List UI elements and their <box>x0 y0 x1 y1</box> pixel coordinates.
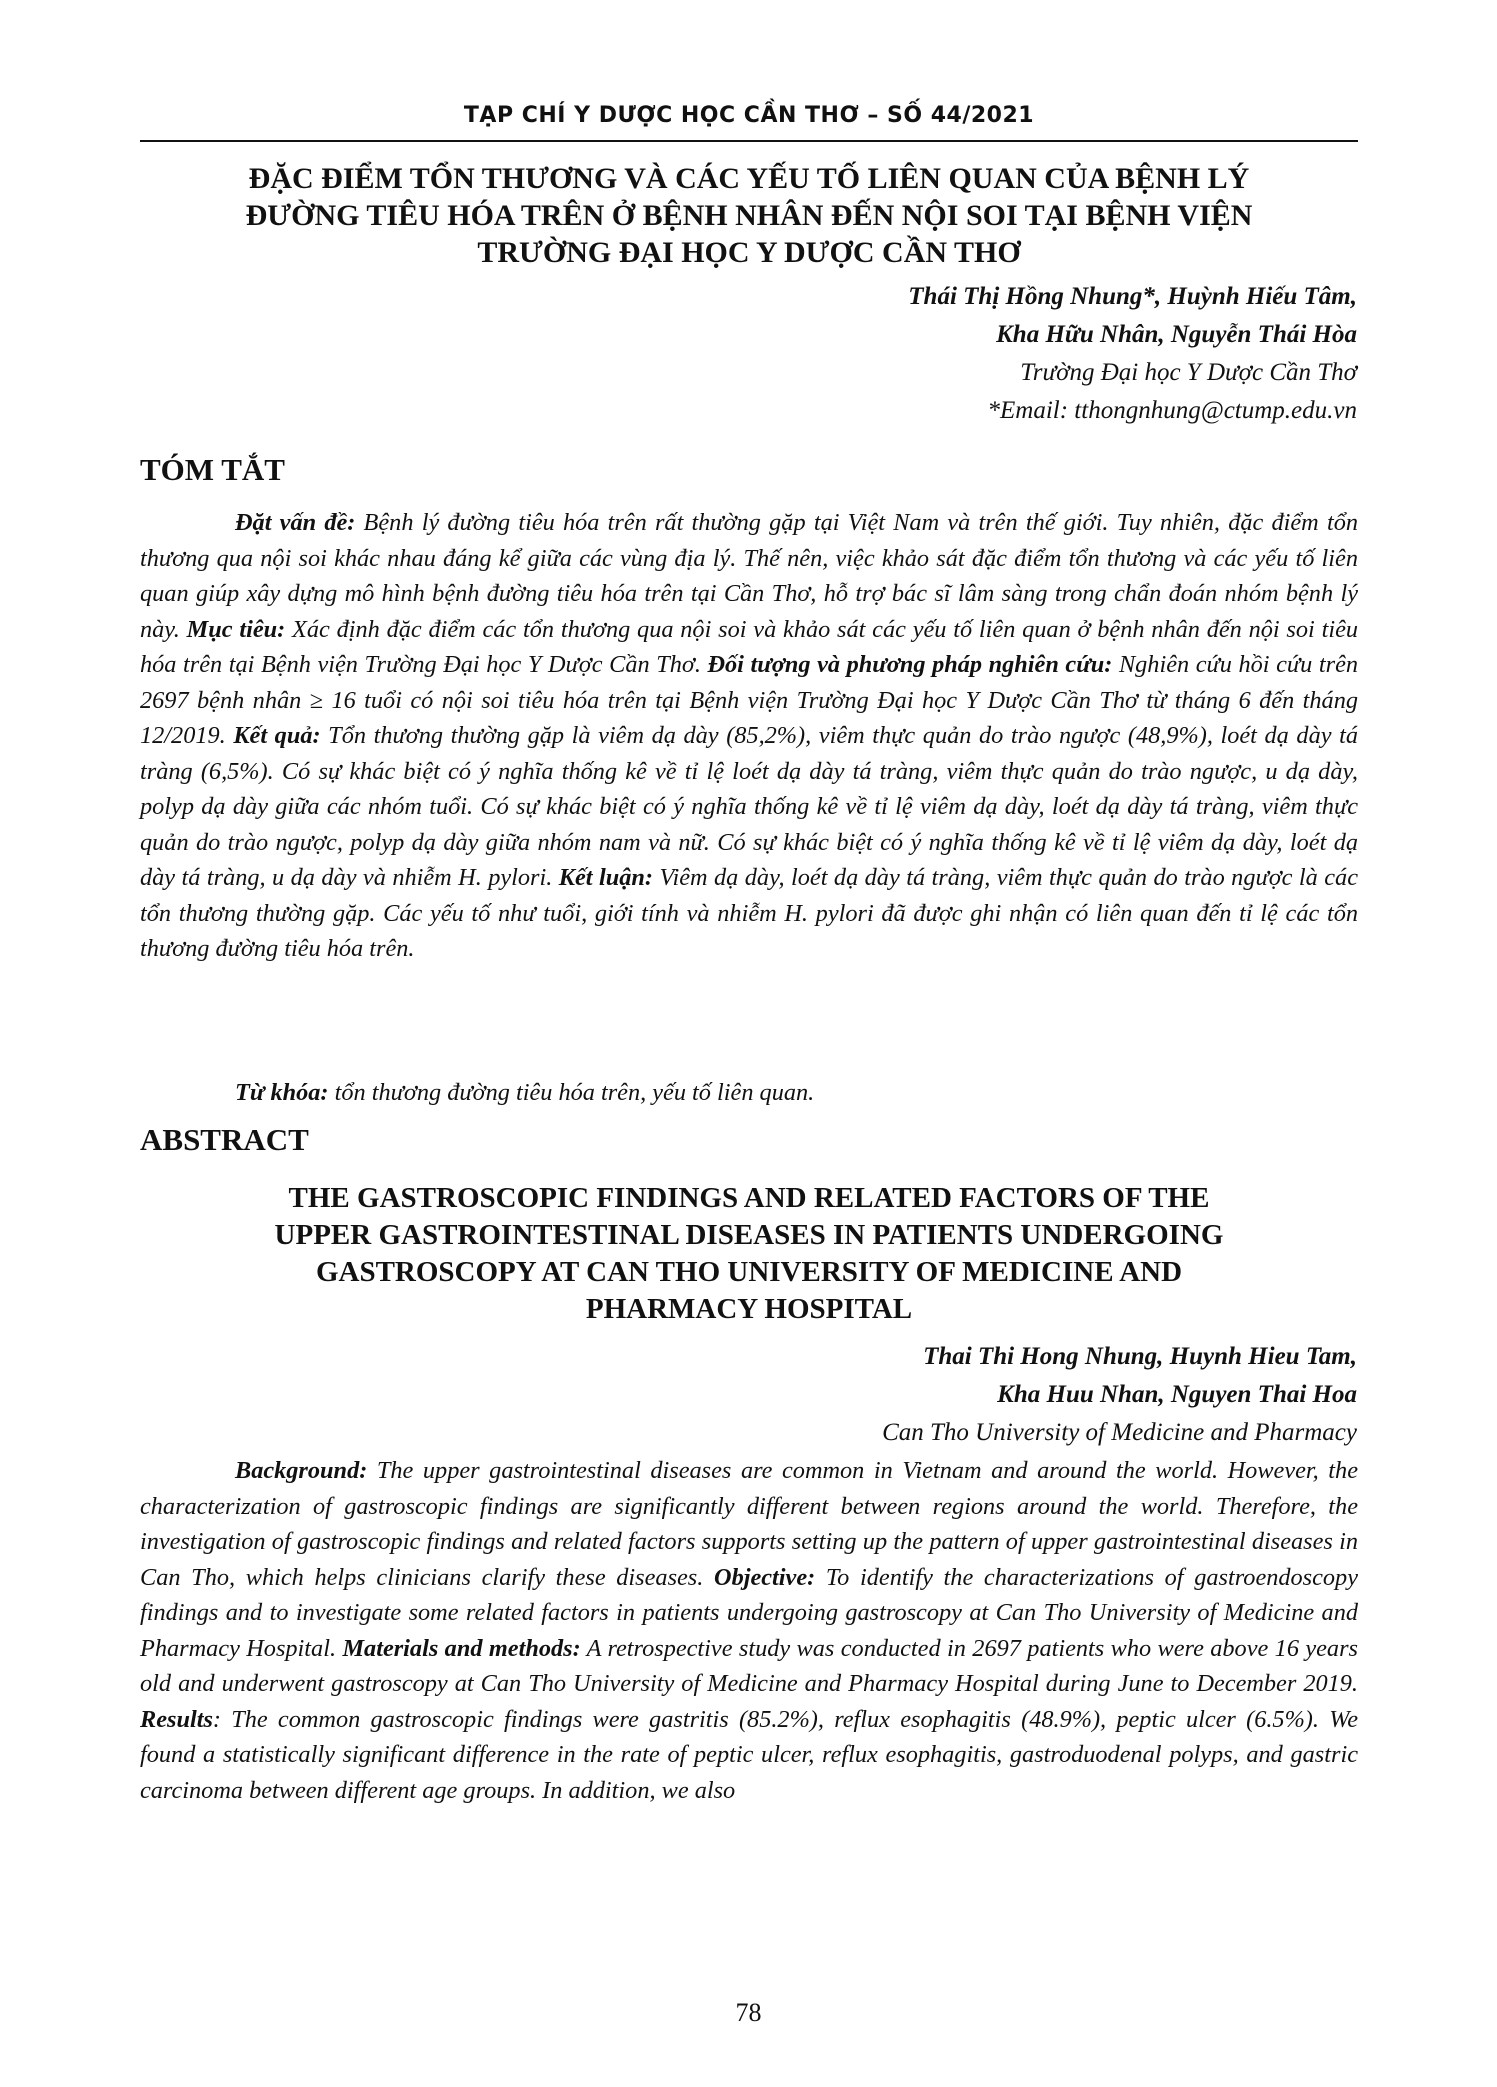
article-title-vi <box>140 160 1358 271</box>
journal-header: TẠP CHÍ Y DƯỢC HỌC CẦN THƠ – SỐ 44/2021 <box>463 103 1035 128</box>
page-number: 78 <box>735 1998 762 2027</box>
abstract-objective-text: To identify the characterizations of gastroendoscopy findings and to investigate some related factors in patients undergoing gastroscopy at Can Tho University of Medicine and Pharmacy Hospital. <box>140 1563 1358 1662</box>
authors-en-line-1: Thai Thi Hong Nhung, Huynh Hieu Tam, <box>923 1343 1357 1370</box>
authors-en <box>457 1338 1357 1452</box>
abstract-methods-text: A retrospective study was conducted in 2697 patients who were above 16 years old and underwent gastroscopy at Can Tho University of Medicine and Pharmacy Hospital during June to December 2019. <box>140 1634 1358 1697</box>
authors-vi-line-2: Kha Hữu Nhân, Nguyễn Thái Hòa <box>996 321 1357 348</box>
title-vi-line-3: TRƯỜNG ĐẠI HỌC Y DƯỢC CẦN THƠ <box>477 236 1021 269</box>
title-en-line-3: GASTROSCOPY AT CAN THO UNIVERSITY OF MEDICINE AND <box>315 1256 1183 1288</box>
abstract-results-text: : The common gastroscopic findings were gastritis (85.2%), reflux esophagitis (48.9%), peptic ulcer (6.5%). We found a statistically significant difference in the rate of peptic ulcer, reflux esophagitis, gastroduodenal polyps, and gastric carcinoma between different age groups. In addition, we also <box>140 1705 1358 1804</box>
summary-methods-label: Đối tượng và phương pháp nghiên cứu: <box>707 651 1113 678</box>
title-vi-line-2: ĐƯỜNG TIÊU HÓA TRÊN Ở BỆNH NHÂN ĐẾN NỘI SOI TẠI BỆNH VIỆN <box>245 199 1253 232</box>
title-vi-line-1: ĐẶC ĐIỂM TỔN THƯƠNG VÀ CÁC YẾU TỐ LIÊN QUAN CỦA BỆNH LÝ <box>248 162 1250 195</box>
article-title-en <box>140 1180 1358 1328</box>
title-en-line-4: PHARMACY HOSPITAL <box>585 1293 913 1325</box>
abstract-methods-label: Materials and methods: <box>342 1634 581 1662</box>
summary-heading: TÓM TẮT <box>140 452 285 487</box>
summary-results-text: Tổn thương thường gặp là viêm dạ dày (85,2%), viêm thực quản do trào ngược (48,9%), loét dạ dày tá tràng (6,5%). Có sự khác biệt có ý nghĩa thống kê về tỉ lệ loét dạ dày tá tràng, viêm thực quản do trào ngược, u dạ dày, polyp dạ dày giữa các nhóm tuổi. Có sự khác biệt có ý nghĩa thống kê về tỉ lệ viêm dạ dày, loét dạ dày tá tràng, viêm thực quản do trào ngược, polyp dạ dày giữa nhóm nam và nữ. Có sự khác biệt có ý nghĩa thống kê về tỉ lệ viêm dạ dày, loét dạ dày tá tràng, u dạ dày và nhiễm H. pylori. <box>140 722 1359 891</box>
summary-background-label: Đặt vấn đề: <box>235 509 356 536</box>
summary-methods-text: Nghiên cứu hồi cứu trên 2697 bệnh nhân ≥ 16 tuổi có nội soi tiêu hóa trên tại Bệnh viện Trường Đại học Y Dược Cần Thơ từ tháng 6 đến tháng 12/2019. <box>140 651 1358 749</box>
summary-objective-text: Xác định đặc điểm các tổn thương qua nội soi và khảo sát các yếu tố liên quan ở bệnh nhân đến nội soi tiêu hóa trên tại Bệnh viện Trường Đại học Y Dược Cần Thơ. <box>140 615 1359 678</box>
summary-objective-label: Mục tiêu: <box>186 615 286 643</box>
abstract-background-label: Background: <box>235 1457 368 1484</box>
summary-vi-paragraph <box>140 505 1358 967</box>
summary-background-text: Bệnh lý đường tiêu hóa trên rất thường gặp tại Việt Nam và trên thế giới. Tuy nhiên, đặc điểm tổn thương qua nội soi khác nhau đáng kể giữa các vùng địa lý. Thế nên, việc khảo sát đặc điểm tổn thương và các yếu tố liên quan giúp xây dựng mô hình bệnh đường tiêu hóa trên tại Cần Thơ, hỗ trợ bác sĩ lâm sàng trong chẩn đoán nhóm bệnh lý này. <box>140 509 1358 643</box>
authors-vi-line-1: Thái Thị Hồng Nhung*, Huỳnh Hiếu Tâm, <box>908 283 1357 310</box>
authors-en-line-2: Kha Huu Nhan, Nguyen Thai Hoa <box>997 1381 1357 1408</box>
title-en-line-2: UPPER GASTROINTESTINAL DISEASES IN PATIENTS UNDERGOING <box>274 1219 1224 1251</box>
affiliation-vi: Trường Đại học Y Dược Cần Thơ <box>1020 359 1357 386</box>
abstract-en-paragraph <box>140 1453 1358 1808</box>
header-rule <box>140 140 1358 142</box>
keywords-text: tổn thương đường tiêu hóa trên, yếu tố liên quan. <box>328 1079 815 1106</box>
authors-vi <box>457 278 1357 430</box>
affiliation-en: Can Tho University of Medicine and Pharmacy <box>882 1419 1357 1446</box>
keywords-vi <box>140 1075 1358 1111</box>
abstract-heading: ABSTRACT <box>140 1122 309 1157</box>
summary-results-label: Kết quả: <box>233 722 321 749</box>
abstract-objective-label: Objective: <box>714 1563 816 1591</box>
summary-conclusion-text: Viêm dạ dày, loét dạ dày tá tràng, viêm thực quản do trào ngược là các tổn thương thường gặp. Các yếu tố như tuổi, giới tính và nhiễm H. pylori đã được ghi nhận có liên quan đến tỉ lệ các tổn thương đường tiêu hóa trên. <box>140 864 1358 962</box>
summary-conclusion-label: Kết luận: <box>558 864 653 891</box>
corresponding-email[interactable]: *Email: tthongnhung@ctump.edu.vn <box>987 397 1357 424</box>
abstract-background-text: The upper gastrointestinal diseases are common in Vietnam and around the world. However, the characterization of gastroscopic findings are significantly different between regions around the world. Therefore, the investigation of gastroscopic findings and related factors supports setting up the pattern of upper gastrointestinal diseases in Can Tho, which helps clinicians clarify these diseases. <box>140 1457 1358 1591</box>
keywords-label: Từ khóa: <box>235 1079 329 1106</box>
abstract-results-label: Results <box>140 1705 213 1733</box>
title-en-line-1: THE GASTROSCOPIC FINDINGS AND RELATED FACTORS OF THE <box>288 1182 1210 1214</box>
